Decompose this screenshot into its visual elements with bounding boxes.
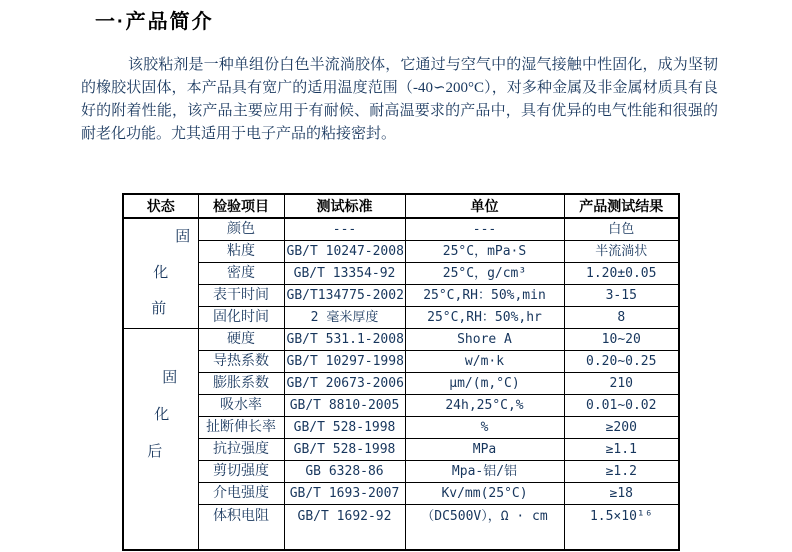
table-row <box>123 351 679 373</box>
state-char: 化 <box>153 265 169 281</box>
cell-test-item: 剪切强度 <box>198 461 284 483</box>
cell-unit: 25°C,RH：50%,hr <box>405 307 564 329</box>
state-cell-post-cure <box>123 329 198 551</box>
cell-unit: （DC500V），Ω · cm <box>405 505 564 551</box>
cell-test-standard: GB/T 531.1-2008 <box>284 329 405 351</box>
cell-test-standard: GB 6328-86 <box>284 461 405 483</box>
cell-test-item: 硬度 <box>198 329 284 351</box>
cell-unit: Shore A <box>405 329 564 351</box>
cell-unit: --- <box>405 218 564 241</box>
table-row <box>123 505 679 551</box>
cell-test-standard: --- <box>284 218 405 241</box>
cell-unit: MPa <box>405 439 564 461</box>
cell-test-item: 颜色 <box>198 218 284 241</box>
cell-unit: 25°C，g/cm³ <box>405 263 564 285</box>
state-label-pre-cure <box>126 219 196 327</box>
col-header-test-item: 检验项目 <box>198 194 284 218</box>
cell-test-item: 密度 <box>198 263 284 285</box>
table-row <box>123 395 679 417</box>
state-cell-pre-cure <box>123 218 198 329</box>
cell-test-item: 吸水率 <box>198 395 284 417</box>
state-char: 后 <box>147 443 163 460</box>
cell-test-standard: GB/T134775-2002 <box>284 285 405 307</box>
table-row <box>123 483 679 505</box>
cell-unit: Kv/mm(25°C) <box>405 483 564 505</box>
cell-unit: w/m·k <box>405 351 564 373</box>
table-row <box>123 461 679 483</box>
cell-unit: Mpa-铝/铝 <box>405 461 564 483</box>
table-row <box>123 263 679 285</box>
cell-result: 8 <box>564 307 679 329</box>
cell-result: 半流淌状 <box>564 241 679 263</box>
cell-result: 1.20±0.05 <box>564 263 679 285</box>
cell-test-standard: GB/T 1693-2007 <box>284 483 405 505</box>
table-row <box>123 218 679 241</box>
state-char: 前 <box>151 301 167 317</box>
cell-test-item: 表干时间 <box>198 285 284 307</box>
cell-result: 白色 <box>564 218 679 241</box>
cell-result: 1.5×10¹⁶ <box>564 505 679 551</box>
table-row <box>123 439 679 461</box>
intro-paragraph: 该胶粘剂是一种单组份白色半流淌胶体，它通过与空气中的湿气接触中性固化，成为坚韧的橡胶状固体，本产品具有宽广的适用温度范围（-40∽200°C），对多种金属及非金属材质具有良好的附着性能，该产品主要应用于有耐候、耐高温要求的产品中，具有优异的电气性能和很强的耐老化功能。尤其适用于电子产品的粘接密封。 <box>81 57 718 142</box>
table-row <box>123 307 679 329</box>
cell-test-standard: 2 毫米厚度 <box>284 307 405 329</box>
cell-test-standard: GB/T 10247-2008 <box>284 241 405 263</box>
cell-test-standard: GB/T 528-1998 <box>284 439 405 461</box>
cell-unit: 25°C，mPa·S <box>405 241 564 263</box>
page-title: 一·产品简介 <box>95 11 214 33</box>
state-char: 化 <box>154 406 170 423</box>
cell-test-item: 介电强度 <box>198 483 284 505</box>
cell-test-standard: GB/T 8810-2005 <box>284 395 405 417</box>
cell-test-item: 导热系数 <box>198 351 284 373</box>
cell-test-item: 粘度 <box>198 241 284 263</box>
cell-result: ≥1.2 <box>564 461 679 483</box>
col-header-test-standard: 测试标准 <box>284 194 405 218</box>
table-row <box>123 417 679 439</box>
cell-test-item: 抗拉强度 <box>198 439 284 461</box>
state-char: 固 <box>162 369 178 386</box>
cell-result: 3-15 <box>564 285 679 307</box>
table-row <box>123 241 679 263</box>
table-row <box>123 373 679 395</box>
cell-result: ≥200 <box>564 417 679 439</box>
cell-result: 0.20~0.25 <box>564 351 679 373</box>
table-header-row <box>123 194 679 218</box>
cell-test-item: 膨胀系数 <box>198 373 284 395</box>
cell-unit: % <box>405 417 564 439</box>
cell-test-item: 固化时间 <box>198 307 284 329</box>
state-label-post-cure <box>126 329 196 547</box>
cell-result: 10~20 <box>564 329 679 351</box>
col-header-state: 状态 <box>123 194 198 218</box>
cell-test-standard: GB/T 20673-2006 <box>284 373 405 395</box>
col-header-unit: 单位 <box>405 194 564 218</box>
cell-test-standard: GB/T 13354-92 <box>284 263 405 285</box>
table-row <box>123 329 679 351</box>
cell-result: ≥18 <box>564 483 679 505</box>
table-row <box>123 285 679 307</box>
cell-test-item: 扯断伸长率 <box>198 417 284 439</box>
col-header-test-result: 产品测试结果 <box>564 194 679 218</box>
cell-test-standard: GB/T 528-1998 <box>284 417 405 439</box>
cell-unit: 25°C,RH：50%,min <box>405 285 564 307</box>
cell-result: 0.01~0.02 <box>564 395 679 417</box>
cell-unit: 24h,25°C,% <box>405 395 564 417</box>
cell-unit: μm/(m,°C) <box>405 373 564 395</box>
state-char: 固 <box>175 229 191 245</box>
cell-result: 210 <box>564 373 679 395</box>
cell-test-standard: GB/T 10297-1998 <box>284 351 405 373</box>
product-spec-table <box>122 193 680 551</box>
cell-test-standard: GB/T 1692-92 <box>284 505 405 551</box>
cell-result: ≥1.1 <box>564 439 679 461</box>
cell-test-item: 体积电阻 <box>198 505 284 551</box>
